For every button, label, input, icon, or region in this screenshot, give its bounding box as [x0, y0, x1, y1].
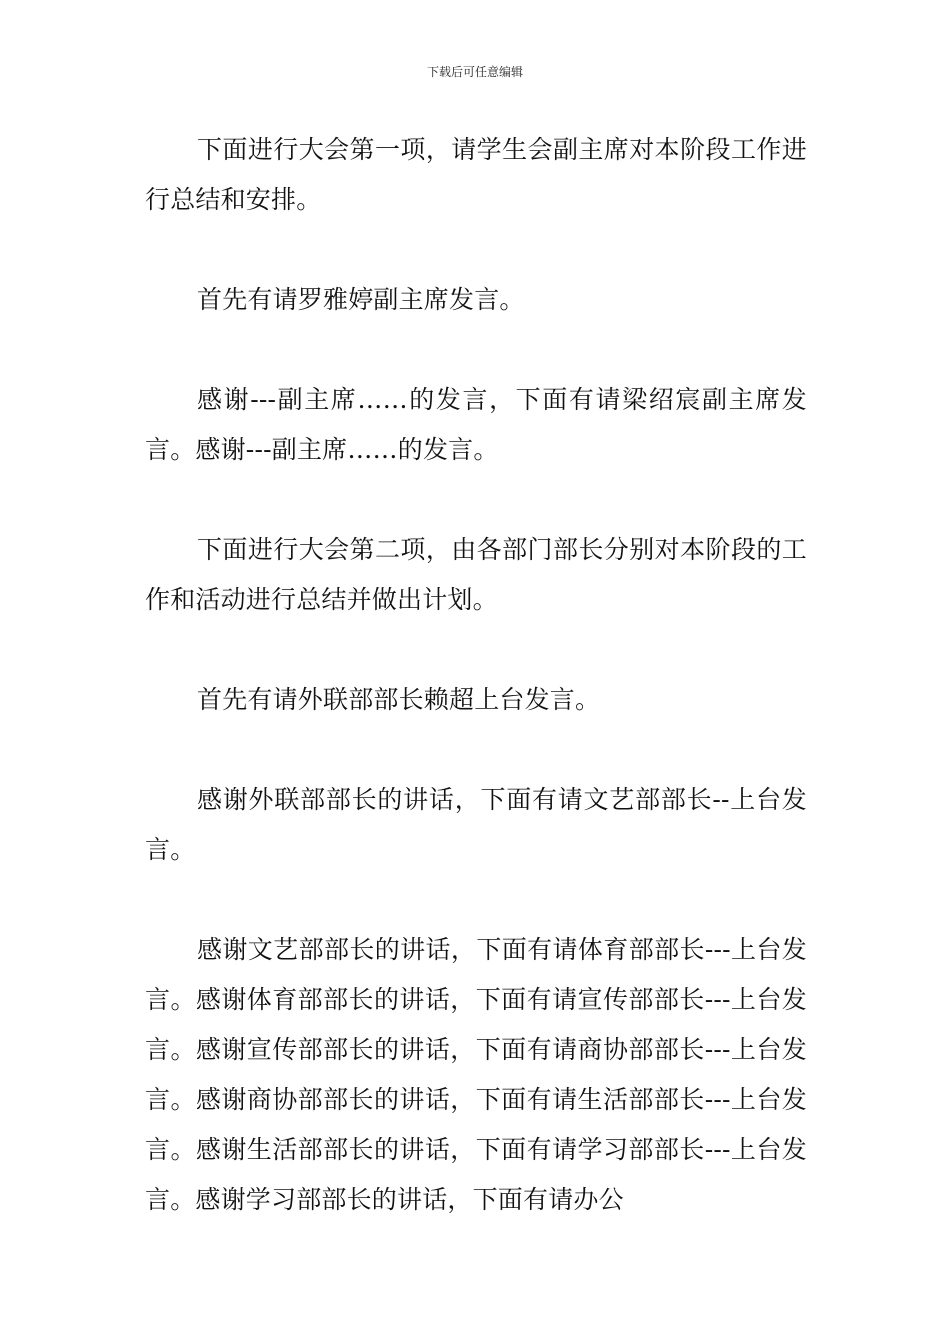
- paragraph-vice-chair-thanks: 感谢---副主席……的发言，下面有请梁绍宸副主席发言。感谢---副主席……的发言。: [145, 385, 807, 464]
- paragraph-agenda-item-2: 下面进行大会第二项，由各部门部长分别对本阶段的工作和活动进行总结并做出计划。: [145, 535, 807, 614]
- document-body: [145, 125, 807, 1275]
- paragraph-first-speaker: 首先有请罗雅婷副主席发言。: [197, 285, 525, 314]
- paragraph-agenda-item-1: 下面进行大会第一项，请学生会副主席对本阶段工作进行总结和安排。: [145, 135, 807, 214]
- page-header: 下载后可任意编辑: [426, 65, 523, 79]
- paragraph-liaison-speaker: 首先有请外联部部长赖超上台发言。: [197, 685, 601, 714]
- paragraph-arts-speaker: 感谢外联部部长的讲话，下面有请文艺部部长--上台发言。: [145, 785, 807, 864]
- paragraph-department-speakers: 感谢文艺部部长的讲话，下面有请体育部部长---上台发言。感谢体育部部长的讲话，下面有请宣传部部长---上台发言。感谢宣传部部长的讲话，下面有请商协部部长---上台发言。感谢商协部部长的讲话，下面有请生活部部长---上台发言。感谢生活部部长的讲话，下面有请学习部部长---上台发言。感谢学习部部长的讲话，下面有请办公: [145, 935, 807, 1214]
